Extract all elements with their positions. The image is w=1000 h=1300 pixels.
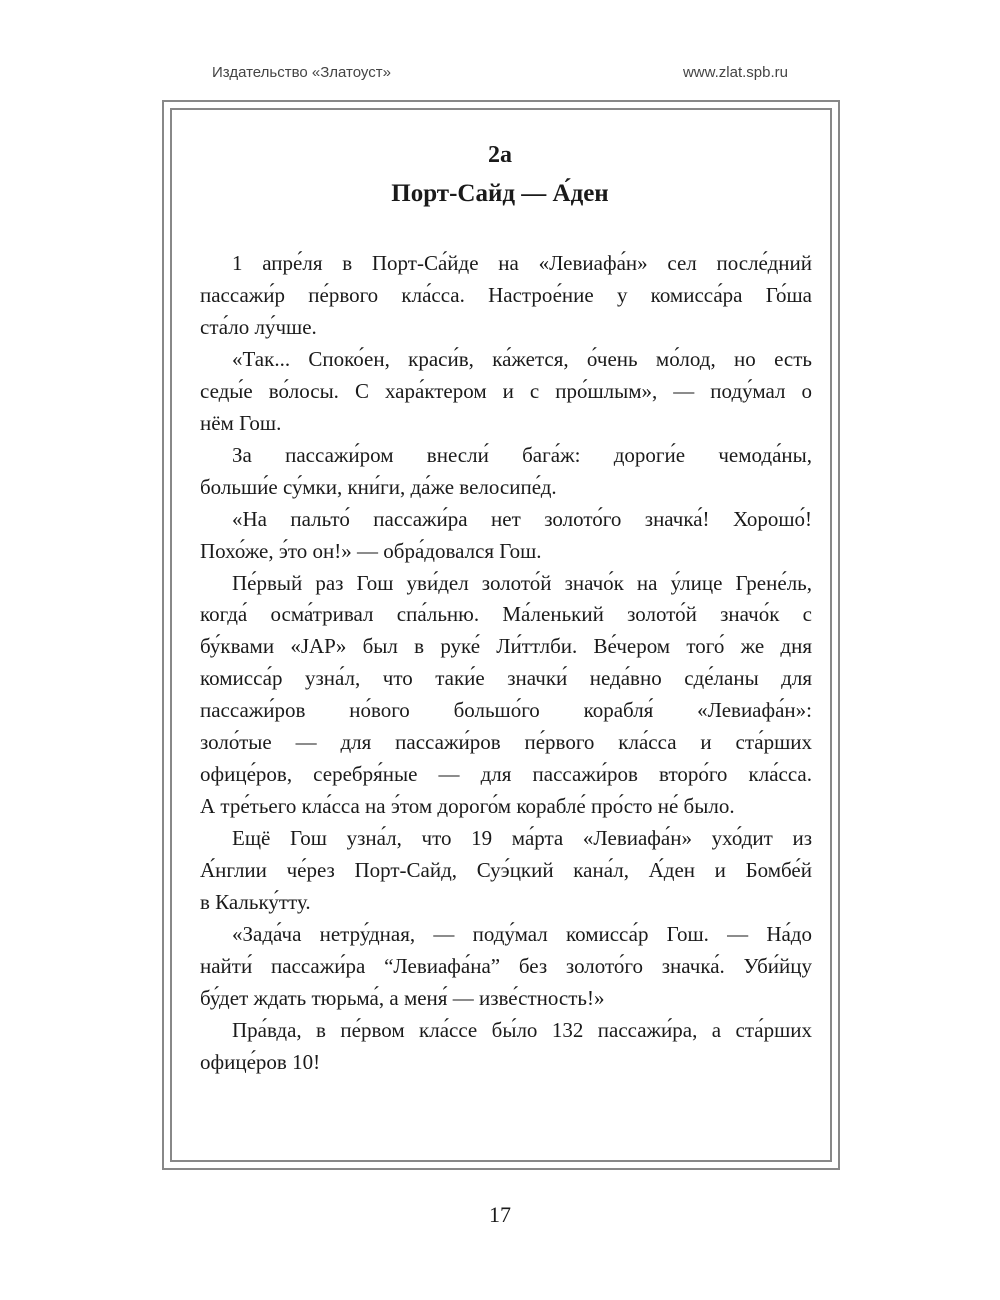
text-line: комисса́р узна́л, что таки́е значки́ неда́вно сде́ланы для [200,666,812,691]
chapter-body [200,248,812,1079]
text-line: Пра́вда, в пе́рвом кла́ссе бы́ло 132 пассажи́ра, а ста́рших [232,1017,812,1042]
chapter-number: 2а [488,142,512,168]
chapter-title: Порт-Сайд — А́ден [391,180,609,207]
text-line: нём Гош. [200,410,282,435]
text-line: бу́квами «JAP» был в руке́ Ли́ттлби. Ве́чером того́ же дня [200,634,812,659]
text-line: офице́ров 10! [200,1049,321,1074]
text-line: 1 апре́ля в Порт-Са́йде на «Левиафа́н» сел после́дний [232,251,812,275]
page-number: 17 [489,1202,511,1227]
text-line: За пассажи́ром внесли́ бага́ж: дороги́е чемода́ны, [232,442,812,467]
text-line: бу́дет ждать тюрьма́, а меня́ — изве́стность!» [200,985,605,1010]
website-header: www.zlat.spb.ru [682,64,788,81]
text-line: когда́ осма́тривал спа́льню. Ма́ленький золото́й значо́к с [200,602,812,627]
text-line: «На пальто́ пассажи́ра нет золото́го значка́! Хорошо́! [232,506,812,531]
text-line: найти́ пассажи́ра “Левиафа́на” без золото́го значка́. Уби́йцу [200,953,812,978]
text-line: пассажи́ров но́вого большо́го корабля́ «Левиафа́н»: [200,698,812,723]
text-line: золо́тые — для пассажи́ров пе́рвого кла́сса и ста́рших [200,730,812,755]
text-line: Пе́рвый раз Гош уви́дел золото́й значо́к на у́лице Грене́ль, [232,570,812,595]
text-line: в Кальку́тту. [200,890,311,915]
text-line: офице́ров, серебря́ные — для пассажи́ров второ́го кла́сса. [200,762,812,787]
text-line: больши́е су́мки, кни́ги, да́же велосипе́д. [200,474,557,499]
text-line: «Так... Споко́ен, краси́в, ка́жется, о́чень мо́лод, но есть [232,346,812,371]
text-line: А тре́тьего кла́сса на э́том дорого́м корабле́ про́сто не́ было. [200,794,735,819]
text-line: ста́ло лу́чше. [200,314,317,339]
publisher-header: Издательство «Златоуст» [212,64,391,81]
text-line: «Зада́ча нетру́дная, — поду́мал комисса́р Гош. — На́до [232,922,812,947]
text-line: Похо́же, э́то он!» — обра́довался Гош. [200,538,542,563]
text-line: А́нглии че́рез Порт-Сайд, Суэ́цкий кана́л, А́ден и Бомбе́й [200,858,812,883]
text-line: седы́е во́лосы. С хара́ктером и с про́шлым», — поду́мал о [200,378,812,403]
text-line: Ещё Гош узна́л, что 19 ма́рта «Левиафа́н» ухо́дит из [232,826,812,851]
text-line: пассажи́р пе́рвого кла́сса. Настрое́ние у комисса́ра Го́ша [200,282,812,307]
